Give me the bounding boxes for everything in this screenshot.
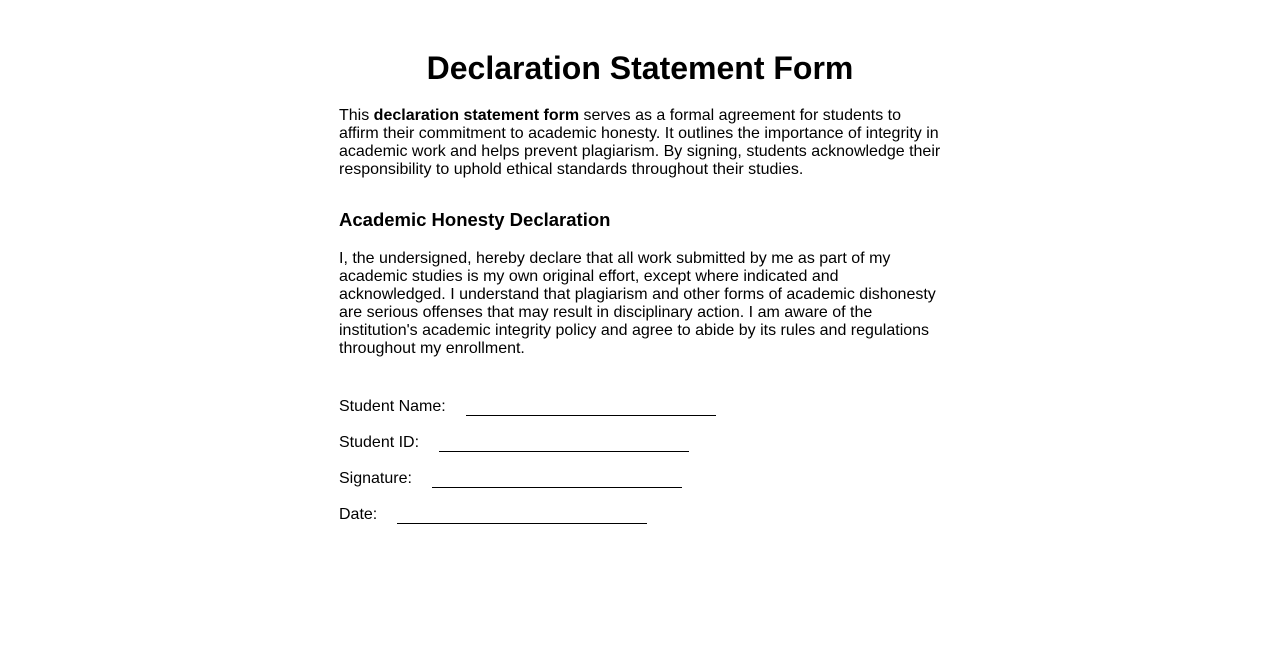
field-label: Signature: [339,470,412,487]
intro-prefix: This [339,107,374,124]
field-label: Student Name: [339,398,446,415]
intro-suffix: serves as a formal agreement for students to affirm their commitment to academic honesty. It outlines the importance of integrity in academic work and helps prevent plagiarism. By signing, students acknowledge their responsibility to uphold ethical standards throughout their studies. [339,107,941,178]
field-date [339,506,716,524]
field-student-name [339,398,716,416]
field-label: Student ID: [339,434,420,451]
student-name-line[interactable] [466,403,716,416]
section-heading: Academic Honesty Declaration [339,209,611,230]
intro-paragraph [339,107,941,179]
page-title: Declaration Statement Form [426,50,854,86]
field-student-id [339,434,716,452]
declaration-paragraph: I, the undersigned, hereby declare that all work submitted by me as part of my academic studies is my own original effort, except where indicated and acknowledged. I understand that plagiarism and other forms of academic dishonesty are serious offenses that may result in disciplinary action. I am aware of the institution's academic integrity policy and agree to abide by its rules and regulations throughout my enrollment. [339,250,936,357]
signature-line[interactable] [432,475,682,488]
intro-bold-term: declaration statement form [373,107,580,124]
field-signature [339,470,716,488]
student-id-line[interactable] [439,439,689,452]
signature-fields [339,398,716,542]
field-label: Date: [339,506,378,523]
date-line[interactable] [397,511,647,524]
